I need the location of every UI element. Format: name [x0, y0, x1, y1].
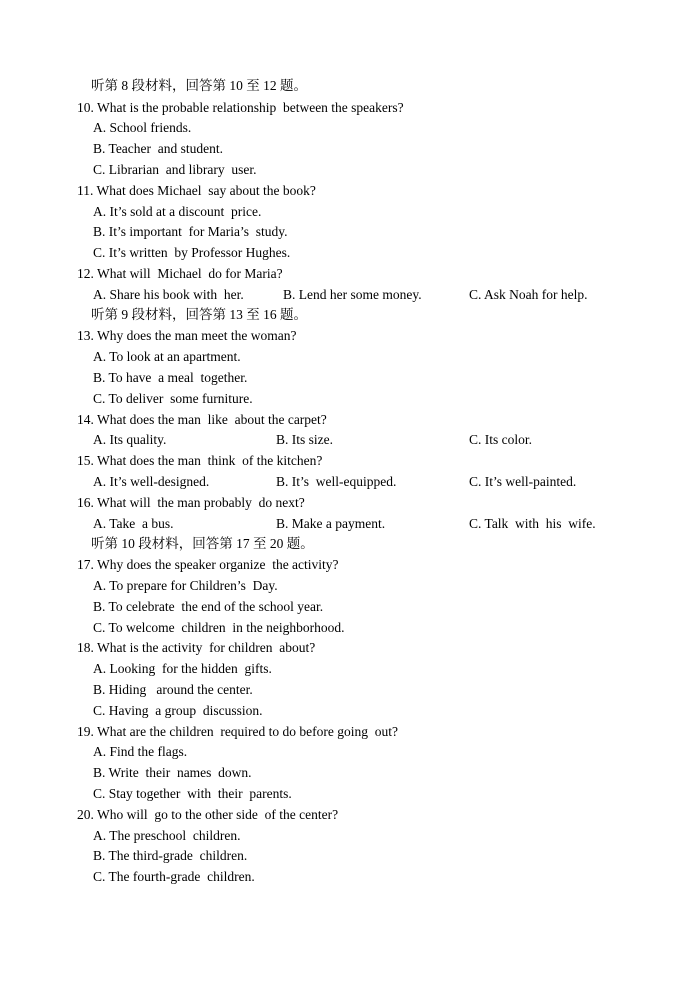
option: A. Its quality.: [93, 432, 167, 447]
option: C. To welcome children in the neighborhood.: [93, 620, 345, 635]
option: C. Its color.: [469, 432, 532, 447]
question-stem: 13. Why does the man meet the woman?: [77, 328, 297, 343]
option: A. Share his book with her.: [93, 287, 244, 302]
option: A. To look at an apartment.: [93, 349, 241, 364]
option: A. Take a bus.: [93, 516, 174, 531]
question-stem: 17. Why does the speaker organize the activity?: [77, 557, 339, 572]
option: C. The fourth-grade children.: [93, 869, 255, 884]
option: B. Lend her some money.: [283, 287, 422, 302]
option: C. Librarian and library user.: [93, 162, 257, 177]
section-intro: 听第 9 段材料，回答第 13 至 16 题。: [91, 307, 307, 322]
option: B. It’s important for Maria’s study.: [93, 224, 288, 239]
option: A. It’s sold at a discount price.: [93, 204, 262, 219]
option: C. Ask Noah for help.: [469, 287, 588, 302]
option: B. Write their names down.: [93, 765, 252, 780]
option: B. To celebrate the end of the school year.: [93, 599, 324, 614]
section-intro: 听第 10 段材料，回答第 17 至 20 题。: [91, 536, 314, 551]
option: B. The third-grade children.: [93, 848, 248, 863]
section-intro: 听第 8 段材料，回答第 10 至 12 题。: [91, 78, 307, 93]
option: C. To deliver some furniture.: [93, 391, 253, 406]
option: B. To have a meal together.: [93, 370, 248, 385]
option: B. Make a payment.: [276, 516, 386, 531]
option: B. Hiding around the center.: [93, 682, 253, 697]
option: A. It’s well-designed.: [93, 474, 210, 489]
question-stem: 12. What will Michael do for Maria?: [77, 266, 283, 281]
option: B. Its size.: [276, 432, 333, 447]
option: C. Talk with his wife.: [469, 516, 596, 531]
question-stem: 10. What is the probable relationship between the speakers?: [77, 100, 404, 115]
question-stem: 18. What is the activity for children about?: [77, 640, 316, 655]
option: B. Teacher and student.: [93, 141, 224, 156]
option: A. Looking for the hidden gifts.: [93, 661, 272, 676]
option: A. Find the flags.: [93, 744, 188, 759]
option: A. School friends.: [93, 120, 192, 135]
option: A. To prepare for Children’s Day.: [93, 578, 278, 593]
option: C. Stay together with their parents.: [93, 786, 292, 801]
option: C. It’s well-painted.: [469, 474, 577, 489]
option: C. Having a group discussion.: [93, 703, 263, 718]
question-stem: 14. What does the man like about the carpet?: [77, 412, 327, 427]
question-stem: 16. What will the man probably do next?: [77, 495, 305, 510]
question-stem: 19. What are the children required to do before going out?: [77, 724, 399, 739]
question-stem: 20. Who will go to the other side of the center?: [77, 807, 339, 822]
question-stem: 15. What does the man think of the kitchen?: [77, 453, 323, 468]
option: A. The preschool children.: [93, 828, 241, 843]
option: B. It’s well-equipped.: [276, 474, 397, 489]
option: C. It’s written by Professor Hughes.: [93, 245, 291, 260]
question-stem: 11. What does Michael say about the book?: [77, 183, 316, 198]
